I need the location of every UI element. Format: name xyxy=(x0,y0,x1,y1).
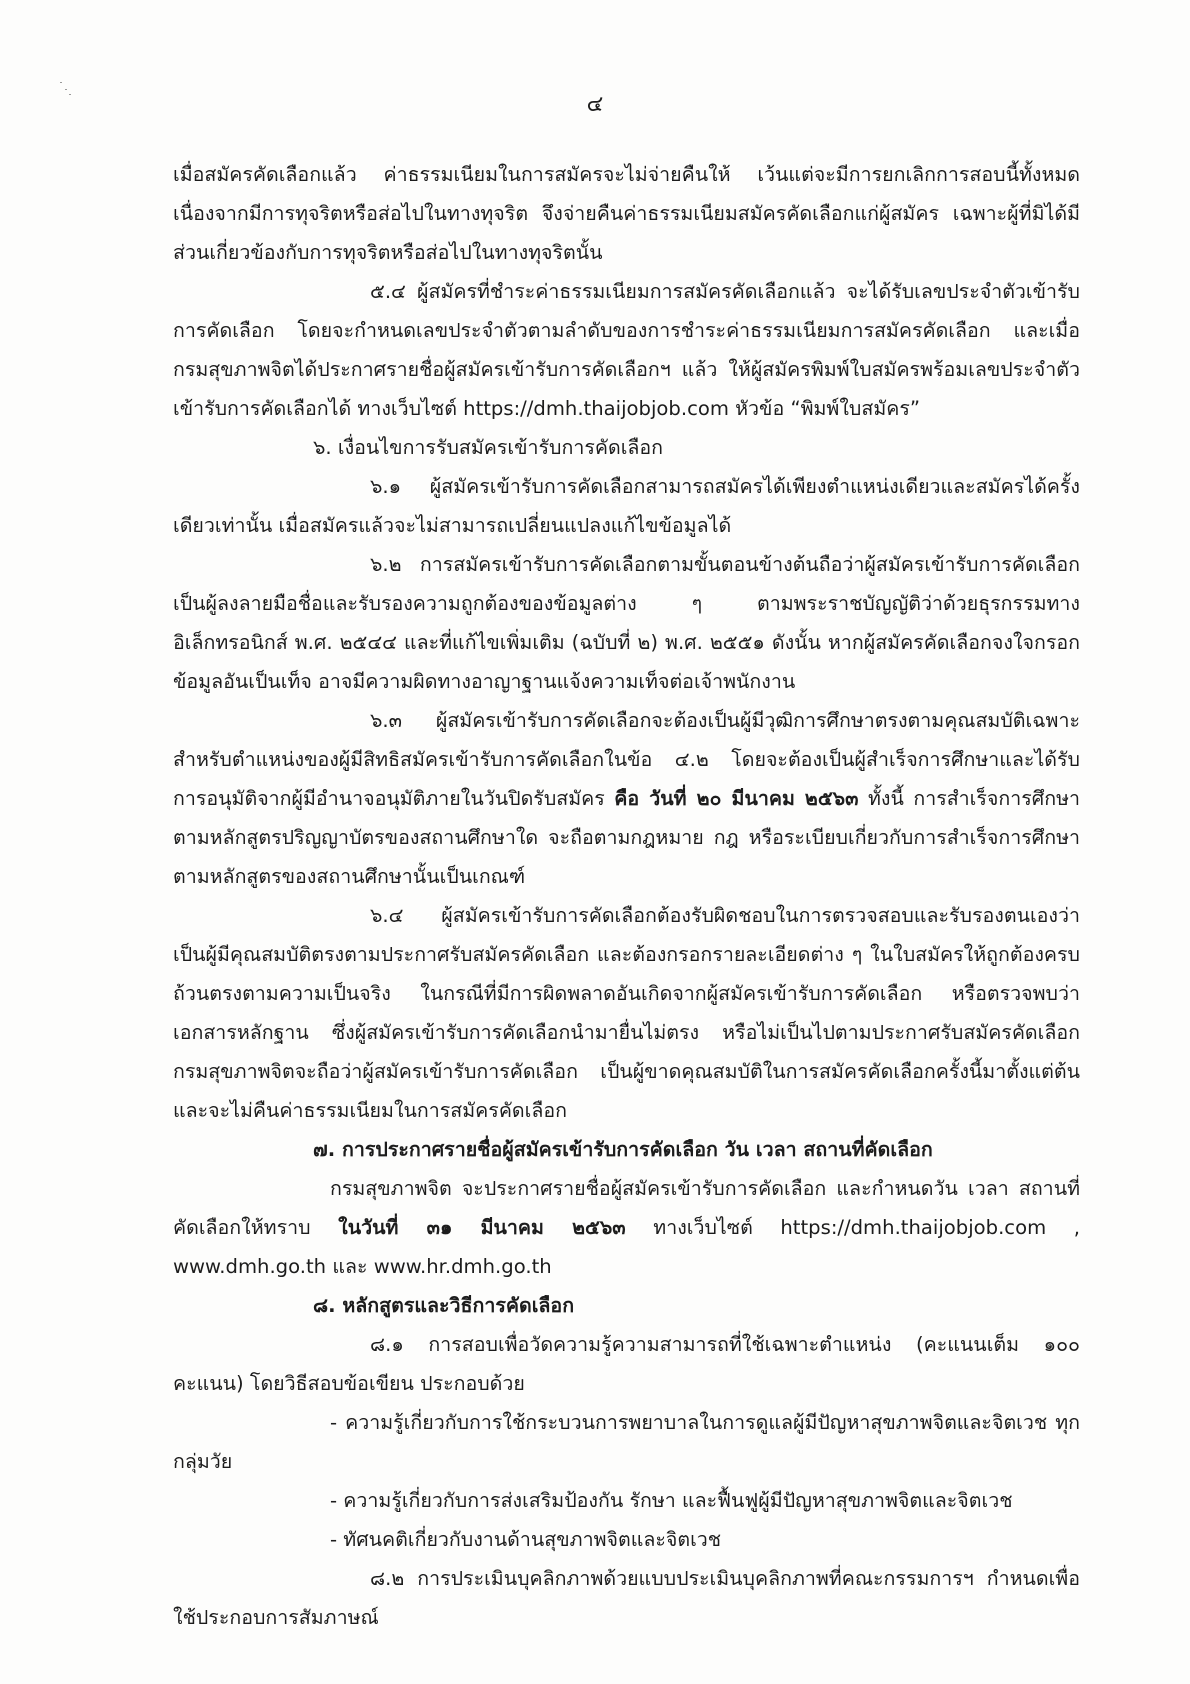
application-deadline-date: คือ วันที่ ๒๐ มีนาคม ๒๕๖๓ xyxy=(614,787,859,810)
announcement-date: ในวันที่ ๓๑ มีนาคม ๒๕๖๓ xyxy=(338,1216,626,1239)
document-body xyxy=(173,155,1080,1637)
heading-section-7: ๗. การประกาศรายชื่อผู้สมัครเข้ารับการคัดเลือก วัน เวลา สถานที่คัดเลือก xyxy=(313,1138,933,1161)
paragraph-6-2: ๖.๒ การสมัครเข้ารับการคัดเลือกตามขั้นตอนข้างต้นถือว่าผู้สมัครเข้ารับการคัดเลือกเป็นผู้ลงลายมือชื่อและรับรองความถูกต้องของข้อมูลต่าง ๆ ตามพระราชบัญญัติว่าด้วยธุรกรรมทางอิเล็กทรอนิกส์ พ.ศ. ๒๕๔๔ และที่แก้ไขเพิ่มเติม (ฉบับที่ ๒) พ.ศ. ๒๕๕๑ ดังนั้น หากผู้สมัครคัดเลือกจงใจกรอกข้อมูลอันเป็นเท็จ อาจมีความผิดทางอาญาฐานแจ้งความเท็จต่อเจ้าพนักงาน xyxy=(173,553,1080,693)
paragraph-7-text-b: ทางเว็บไซต์ https://dmh.thaijobjob.com , www.dmh.go.th และ www.hr.dmh.go.th xyxy=(173,1216,1080,1278)
paragraph-6-3 xyxy=(173,701,1080,896)
paragraph-6-1: ๖.๑ ผู้สมัครเข้ารับการคัดเลือกสามารถสมัครได้เพียงตำแหน่งเดียวและสมัครได้ครั้งเดียวเท่านั้น เมื่อสมัครแล้วจะไม่สามารถเปลี่ยนแปลงแก้ไขข้อมูลได้ xyxy=(173,475,1080,537)
paragraph-5-4: ๕.๔ ผู้สมัครที่ชำระค่าธรรมเนียมการสมัครคัดเลือกแล้ว จะได้รับเลขประจำตัวเข้ารับการคัดเลือก โดยจะกำหนดเลขประจำตัวตามลำดับของการชำระค่าธรรมเนียมการสมัครคัดเลือก และเมื่อกรมสุขภาพจิตได้ประกาศรายชื่อผู้สมัครเข้ารับการคัดเลือกฯ แล้ว ให้ผู้สมัครพิมพ์ใบสมัครพร้อมเลขประจำตัวเข้ารับการคัดเลือกได้ ทางเว็บไซต์ https://dmh.thaijobjob.com หัวข้อ “พิมพ์ใบสมัคร” xyxy=(173,280,1080,420)
paragraph-6-3-text-a: ๖.๓ ผู้สมัครเข้ารับการคัดเลือกจะต้องเป็นผู้มีวุฒิการศึกษาตรงตามคุณสมบัติเฉพาะสำหรับตำแหน่งของผู้มีสิทธิสมัครเข้ารับการคัดเลือกในข้อ ๔.๒ โดยจะต้องเป็นผู้สำเร็จการศึกษาและได้รับการอนุมัติจากผู้มีอำนาจอนุมัติภายในวันปิดรับสมัคร xyxy=(173,709,1080,810)
heading-section-8: ๘. หลักสูตรและวิธีการคัดเลือก xyxy=(313,1294,575,1317)
bullet-item: - ความรู้เกี่ยวกับการส่งเสริมป้องกัน รักษา และฟื้นฟูผู้มีปัญหาสุขภาพจิตและจิตเวช xyxy=(330,1489,1013,1512)
bullet-item: - ความรู้เกี่ยวกับการใช้กระบวนการพยาบาลในการดูแลผู้มีปัญหาสุขภาพจิตและจิตเวช ทุกกลุ่มวัย xyxy=(173,1411,1080,1473)
bullet-item: - ทัศนคติเกี่ยวกับงานด้านสุขภาพจิตและจิตเวช xyxy=(330,1528,722,1551)
paragraph-7-text-a: กรมสุขภาพจิต จะประกาศรายชื่อผู้สมัครเข้ารับการคัดเลือก และกำหนดวัน เวลา สถานที่คัดเลือกให้ทราบ xyxy=(173,1177,1080,1239)
paragraph-refund-conditions: เมื่อสมัครคัดเลือกแล้ว ค่าธรรมเนียมในการสมัครจะไม่จ่ายคืนให้ เว้นแต่จะมีการยกเลิกการสอบนี้ทั้งหมด เนื่องจากมีการทุจริตหรือส่อไปในทางทุจริต จึงจ่ายคืนค่าธรรมเนียมสมัครคัดเลือกแก่ผู้สมัคร เฉพาะผู้ที่มิได้มีส่วนเกี่ยวข้องกับการทุจริตหรือส่อไปในทางทุจริตนั้น xyxy=(173,163,1080,264)
paragraph-6-3-text-b: ทั้งนี้ การสำเร็จการศึกษาตามหลักสูตรปริญญาบัตรของสถานศึกษาใด จะถือตามกฎหมาย กฎ หรือระเบียบเกี่ยวกับการสำเร็จการศึกษาตามหลักสูตรของสถานศึกษานั้นเป็นเกณฑ์ xyxy=(173,787,1080,888)
heading-section-6: ๖. เงื่อนไขการรับสมัครเข้ารับการคัดเลือก xyxy=(313,436,664,459)
paragraph-8-1: ๘.๑ การสอบเพื่อวัดความรู้ความสามารถที่ใช้เฉพาะตำแหน่ง (คะแนนเต็ม ๑๐๐ คะแนน) โดยวิธีสอบข้อเขียน ประกอบด้วย xyxy=(173,1333,1080,1395)
paragraph-8-2: ๘.๒ การประเมินบุคลิกภาพด้วยแบบประเมินบุคลิกภาพที่คณะกรรมการฯ กำหนดเพื่อใช้ประกอบการสัมภาษณ์ xyxy=(173,1567,1080,1629)
paragraph-6-4: ๖.๔ ผู้สมัครเข้ารับการคัดเลือกต้องรับผิดชอบในการตรวจสอบและรับรองตนเองว่าเป็นผู้มีคุณสมบัติตรงตามประกาศรับสมัครคัดเลือก และต้องกรอกรายละเอียดต่าง ๆ ในใบสมัครให้ถูกต้องครบถ้วนตรงตามความเป็นจริง ในกรณีที่มีการผิดพลาดอันเกิดจากผู้สมัครเข้ารับการคัดเลือก หรือตรวจพบว่าเอกสารหลักฐาน ซึ่งผู้สมัครเข้ารับการคัดเลือกนำมายื่นไม่ตรง หรือไม่เป็นไปตามประกาศรับสมัครคัดเลือก กรมสุขภาพจิตจะถือว่าผู้สมัครเข้ารับการคัดเลือก เป็นผู้ขาดคุณสมบัติในการสมัครคัดเลือกครั้งนี้มาตั้งแต่ต้นและจะไม่คืนค่าธรรมเนียมในการสมัครคัดเลือก xyxy=(173,904,1080,1122)
paragraph-7 xyxy=(173,1169,1080,1286)
page-number: ๔ xyxy=(586,92,604,117)
